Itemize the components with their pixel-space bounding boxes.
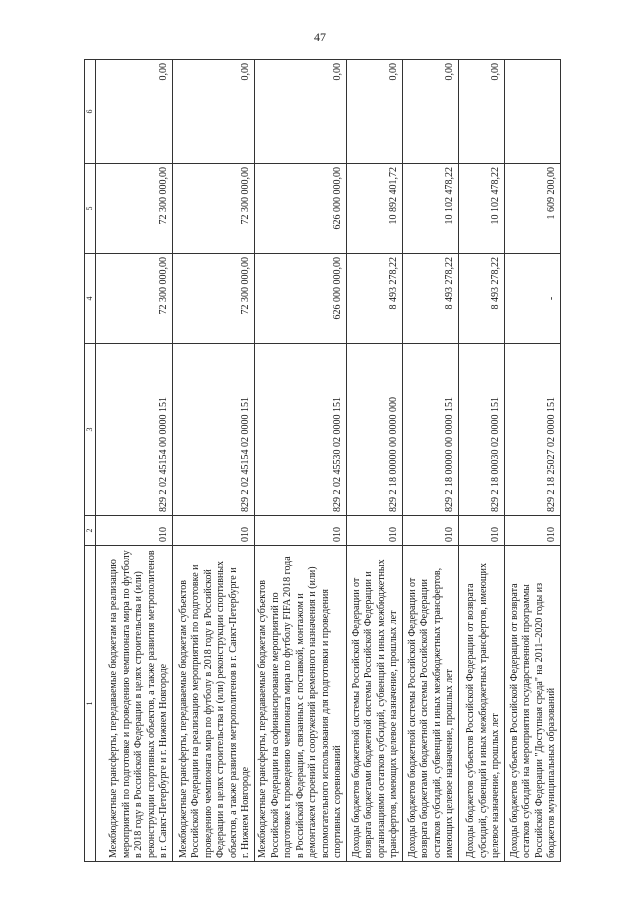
amount-col6-cell: 0,00 [347,60,403,164]
classification-code-cell: 829 2 02 45154 02 0000 151 [173,344,255,516]
column-number-row [85,60,96,862]
amount-col4-cell: 626 000 000,00 [255,254,347,344]
name-line: Российской Федерации на софинансирование мероприятий по [269,592,281,858]
table-row [173,60,255,862]
name-line: остатков субсидий на мероприятия государственной программы [521,584,533,858]
classification-code-cell: 829 2 18 25027 02 0000 151 [505,344,561,516]
admin-code-cell: 010 [459,516,505,546]
amount-col5-cell: 10 102 478,22 [459,164,505,254]
name-line: бюджетов муниципальных образований [546,687,558,858]
name-line: в 2018 году в Российской Федерации в целях строительства и (или) [133,571,145,858]
revenue-name-cell [347,546,403,862]
amount-col5-cell: 10 102 478,22 [403,164,459,254]
name-line: проведению чемпионата мира по футболу в 2018 году в Российской [202,569,214,858]
name-line: г. Нижнем Новгороде [240,766,252,858]
table-wrapper [84,60,558,862]
revenue-name-cell [459,546,505,862]
revenue-name-cell [255,546,347,862]
amount-col5-cell: 626 000 000,00 [255,164,347,254]
name-line: Российской Федерации на реализацию мероприятий по подготовке и [190,564,202,858]
revenue-name-cell [96,546,173,862]
name-line: возврата бюджетами бюджетной системы Российской Федерации [419,579,431,858]
budget-revenue-table [84,59,561,862]
name-line: Федерации в целях строительства и (или) реконструкции спортивных [215,560,227,858]
name-line: имеющих целевое назначение, прошлых лет [444,669,456,858]
name-line: объектов, а также развития метрополитенов в г. Санкт-Петербурге и [227,567,239,858]
admin-code-cell: 010 [347,516,403,546]
name-line: в Российской Федерации, связанных с поставкой, монтажом и [294,593,306,858]
column-number-6: 6 [85,60,96,164]
name-line: Межбюджетные трансферты, передаваемые бюджетам субъектов [256,580,268,858]
classification-code-cell: 829 2 02 45530 02 0000 151 [255,344,347,516]
amount-col4-cell: 72 300 000,00 [96,254,173,344]
name-line: целевое назначение, прошлых лет [490,713,502,858]
table-row [347,60,403,862]
name-line: спортивных соревнований [332,745,344,858]
amount-col6-cell: 0,00 [403,60,459,164]
name-line: возврата бюджетами бюджетной системы Российской Федерации и [363,571,375,858]
classification-code-cell: 829 2 02 45154 00 0000 151 [96,344,173,516]
amount-col4-cell: 72 300 000,00 [173,254,255,344]
table-row [255,60,347,862]
amount-col5-cell: 1 609 200,00 [505,164,561,254]
amount-col4-cell: - [505,254,561,344]
admin-code-cell: 010 [173,516,255,546]
amount-col6-cell: 0,00 [459,60,505,164]
revenue-name-cell [505,546,561,862]
admin-code-cell: 010 [255,516,347,546]
column-number-5: 5 [85,164,96,254]
amount-col5-cell: 72 300 000,00 [173,164,255,254]
amount-col6-cell: 0,00 [255,60,347,164]
amount-col6-cell [505,60,561,164]
amount-col4-cell: 8 493 278,22 [459,254,505,344]
name-line: Доходы бюджетов субъектов Российской Федерации от возврата [508,583,520,858]
name-line: мероприятий по подготовке и проведению чемпионата мира по футболу [120,550,132,858]
name-line: в г. Санкт-Петербурге и г. Нижнем Новгороде [158,663,170,858]
classification-code-cell: 829 2 18 00030 02 0000 151 [459,344,505,516]
page-number: 47 [314,30,326,44]
name-line: Российской Федерации "Доступная среда" на 2011–2020 годы из [533,582,545,858]
table-row [505,60,561,862]
admin-code-cell: 010 [403,516,459,546]
table-row [96,60,173,862]
amount-col5-cell: 72 300 000,00 [96,164,173,254]
name-line: Межбюджетные трансферты, передаваемые бюджетам на реализацию [108,559,120,858]
admin-code-cell: 010 [505,516,561,546]
name-line: Межбюджетные трансферты, передаваемые бюджетам субъектов [177,580,189,858]
name-line: остатков субсидий, субвенций и иных межбюджетных трансфертов, [431,567,443,858]
column-number-1: 1 [85,546,96,862]
amount-col6-cell: 0,00 [173,60,255,164]
name-line: субсидий, субвенций и иных межбюджетных трансфертов, имеющих [477,563,489,858]
name-line: трансфертов, имеющих целевое назначение, прошлых лет [388,610,400,858]
name-line: организациями остатков субсидий, субвенций и иных межбюджетных [375,559,387,858]
column-number-3: 3 [85,344,96,516]
revenue-name-cell [403,546,459,862]
classification-code-cell: 829 2 18 00000 00 0000 151 [403,344,459,516]
name-line: демонтажем строений и сооружений временного назначения и (или) [307,566,319,858]
table-row [403,60,459,862]
classification-code-cell: 829 2 18 00000 00 0000 000 [347,344,403,516]
name-line: реконструкции спортивных объектов, а также развития метрополитенов [145,550,157,858]
name-line: подготовке к проведению чемпионата мира по футболу FIFA 2018 года [282,556,294,858]
amount-col4-cell: 8 493 278,22 [403,254,459,344]
table-row [459,60,505,862]
name-line: Доходы бюджетов бюджетной системы Российской Федерации от [406,577,418,858]
column-number-4: 4 [85,254,96,344]
name-line: Доходы бюджетов бюджетной системы Российской Федерации от [350,577,362,858]
rotated-table-area [84,60,558,862]
name-line: вспомогательного использования для подготовки и проведения [319,589,331,858]
revenue-name-cell [173,546,255,862]
name-line: Доходы бюджетов субъектов Российской Федерации от возврата [465,583,477,858]
column-number-2: 2 [85,516,96,546]
amount-col5-cell: 10 892 401,72 [347,164,403,254]
admin-code-cell: 010 [96,516,173,546]
amount-col4-cell: 8 493 278,22 [347,254,403,344]
amount-col6-cell: 0,00 [96,60,173,164]
